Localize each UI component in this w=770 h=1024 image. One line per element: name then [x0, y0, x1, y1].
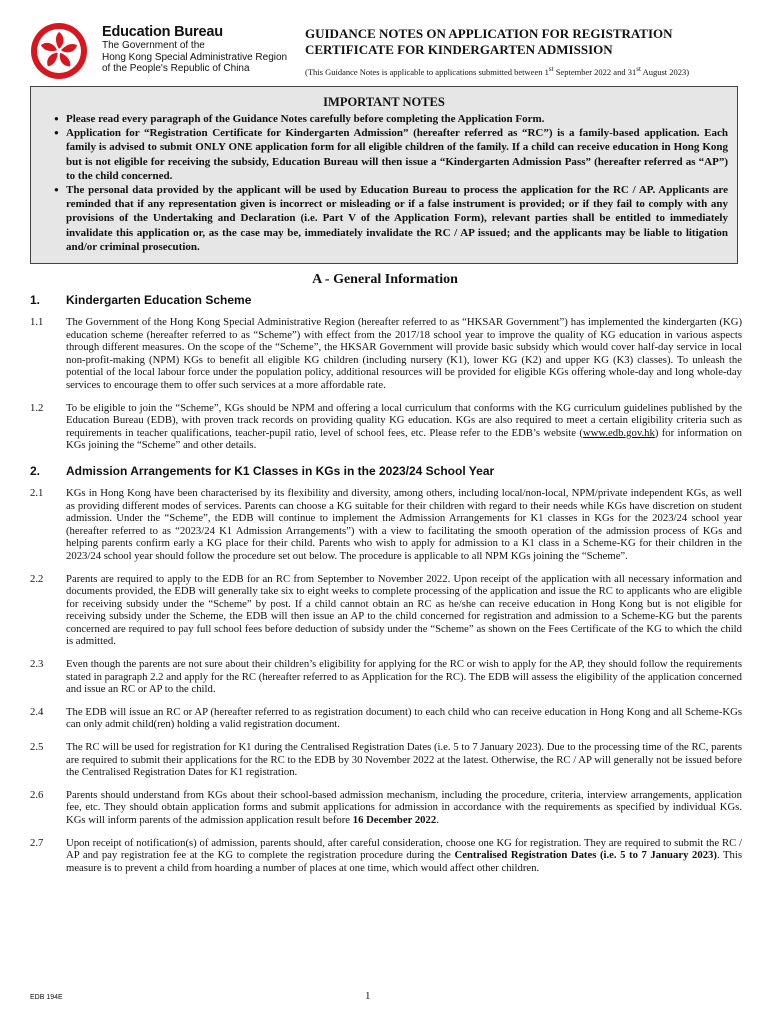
- org-name: Education Bureau: [102, 24, 223, 40]
- important-note-text: Please read every paragraph of the Guidance Notes carefully before completing the Application Form.: [66, 113, 545, 125]
- org-line-2: Hong Kong Special Administrative Region: [102, 51, 288, 63]
- important-notes-heading: IMPORTANT NOTES: [323, 95, 445, 109]
- paragraph-1-1: [30, 316, 742, 392]
- title-line-1: GUIDANCE NOTES ON APPLICATION FOR REGISTRATION: [305, 26, 673, 41]
- paragraph-2-5: [30, 741, 742, 779]
- bullet-icon: ●: [54, 114, 59, 123]
- paragraph-text: The RC will be used for registration for K1 during the Centralised Registration Dates (i.e. 5 to 7 January 2023). Due to the processing time of the RC, parents are required to submit their applications for the RC to the EDB by 30 November 2022 at the latest. Otherwise, the RC / AP will generally not be issued before the Centralised Registration Dates for K1 registration.: [66, 741, 742, 779]
- paragraph-text: [66, 789, 742, 827]
- paragraph-text: [66, 837, 742, 875]
- paragraph-number: 2.6: [30, 788, 44, 801]
- paragraph-text-part: .: [436, 814, 439, 826]
- paragraph-2-2: [30, 573, 742, 649]
- title-line-2: CERTIFICATE FOR KINDERGARTEN ADMISSION: [305, 42, 613, 57]
- form-code: EDB 194E: [30, 994, 63, 1001]
- section-a-title: A - General Information: [312, 272, 458, 287]
- document-body: [30, 293, 742, 884]
- paragraph-text: KGs in Hong Kong have been characterised by its flexibility and diversity, among others, including local/non-local, NPM/private independent KGs, as well as providing different modes of services. Parents can choose a KG suitable for their children with regard to their needs while KGs have discretion on student admission. Under the “Scheme”, the EDB will continue to implement the Admission Arrangements for K1 classes in KGs for the 2023/24 school year (hereafter referred to as “2023/24 K1 Admission Arrangements”) with a view to facilitating the smooth operation of the admission process of KGs and helping parents confirm early a KG place for their child. Parents who wish to apply for admission to a K1 class in a Scheme-KG for their children in the 2023/24 school year should follow the procedure set out below. The procedure is applicable to all NPM KGs joining the “Scheme”.: [66, 486, 742, 562]
- subtitle-part-a: (This Guidance Notes is applicable to applications submitted between 1: [305, 66, 549, 77]
- important-note-text: Application for “Registration Certificate for Kindergarten Admission” (hereafter referred as “RC”) is a family-based application. Each family is advised to submit ONLY ONE application form for all eligible children of the family. If a child can receive education in Hong Kong but is not eligible for receiving the subsidy, Education Bureau will then issue a “Kindergarten Admission Pass” (hereafter referred as “AP”) to the child concerned.: [66, 127, 728, 182]
- important-notes-box: [30, 86, 738, 264]
- document-title: [305, 26, 755, 58]
- result-deadline-date: 16 December 2022: [352, 814, 437, 826]
- paragraph-number: 2.2: [30, 572, 44, 585]
- important-note: [40, 112, 728, 126]
- paragraph-text-part: Parents should understand from KGs about their school-based admission mechanism, including the procedure, criteria, interview arrangements, application fee, etc. They should obtain application forms and submit applications for admission in accordance with the requirements as specified by individual KGs. KGs will inform parents of the admission application result before: [66, 788, 742, 826]
- organization-block: [102, 24, 287, 75]
- paragraph-1-2: [30, 402, 742, 452]
- paragraph-number: 2.1: [30, 486, 44, 499]
- paragraph-number: 2.4: [30, 705, 44, 718]
- subtitle-part-c: August 2023): [640, 66, 690, 77]
- paragraph-text: Even though the parents are not sure about their children’s eligibility for applying for the RC or wish to apply for the AP, they should follow the requirements stated in paragraph 2.2 and apply for the RC (hereafter referred to as Application for the RC). The EDB will assess the eligibility of the application concerned and issue an RC or AP to the child.: [66, 658, 742, 696]
- section-2-heading: [30, 464, 742, 479]
- paragraph-number: 2.5: [30, 741, 44, 754]
- paragraph-number: 2.3: [30, 658, 44, 671]
- subtitle-sup-1: st: [548, 65, 554, 73]
- paragraph-text-part: . This measure is to prevent a child from hoarding a number of places at one time, which would affect other children.: [66, 849, 743, 874]
- paragraph-text-part: ) for information on KGs joining the “Scheme” and other details.: [66, 426, 742, 452]
- applicability-note: [305, 64, 755, 77]
- paragraph-number: 1.2: [30, 401, 44, 414]
- paragraph-text: [66, 402, 742, 452]
- edb-website-link[interactable]: www.edb.gov.hk: [582, 426, 655, 439]
- paragraph-text: The EDB will issue an RC or AP (hereafter referred to as registration document) to each child who can receive education in Hong Kong and all Scheme-KGs can only admit child(ren) holding a valid registration document.: [66, 705, 742, 731]
- page-number: 1: [365, 990, 371, 1002]
- paragraph-text-part: To be eligible to join the “Scheme”, KGs should be NPM and offering a local curriculum that conforms with the KG curriculum guidelines published by the Education Bureau (EDB), with proven track records on providing quality KG education. KGs are also required to meet a certain eligibility criteria such as requirements in teacher qualifications, teacher-pupil ratio, level of school fees, etc. Please refer to the EDB’s website (: [66, 401, 742, 439]
- paragraph-number: 1.1: [30, 316, 44, 328]
- paragraph-2-7: [30, 837, 742, 875]
- paragraph-text: The Government of the Hong Kong Special Administrative Region (hereafter referred to as “HKSAR Government”) has implemented the kindergarten (KG) education scheme (hereafter referred to as “Scheme”) with effect from the 2017/18 school year to improve the quality of KG education in various aspects through different measures. On the scope of the “Scheme”, the HKSAR Government will provide basic subsidy which would cover half-day service in local non-profit-making (NPM) KGs to benefit all eligible KG children (including nursery (K1), lower KG (K2) and upper KG (K3) classes). To unleash the potential of the local labour force under the population policy, additional resources will be provided for eligible KGs offering whole-day and long whole-day services to encourage them to offer such services at a more affordable rate.: [66, 316, 742, 391]
- paragraph-2-1: [30, 487, 742, 563]
- paragraph-2-4: [30, 706, 742, 731]
- subtitle-sup-2: st: [636, 65, 641, 73]
- section-number: 1.: [30, 293, 41, 307]
- important-note: [40, 183, 728, 254]
- paragraph-2-6: [30, 789, 742, 827]
- paragraph-text-part: Upon receipt of notification(s) of admission, parents should, after careful consideration, choose one KG for registration. They are required to submit the RC / AP and pay registration fee at the KG to complete the registration procedure during the: [66, 836, 742, 862]
- section-number: 2.: [30, 463, 41, 478]
- paragraph-2-3: [30, 658, 742, 696]
- section-heading-text: Kindergarten Education Scheme: [66, 293, 252, 307]
- important-note: [40, 126, 728, 183]
- org-line-3: of the People's Republic of China: [102, 63, 250, 74]
- bullet-icon: ●: [54, 185, 59, 195]
- important-note-text: The personal data provided by the applicant will be used by Education Bureau to process the application for the RC / AP. Applicants are reminded that if any representation given is incorrect or misleading or if a false instrument is provided; or if they fail to comply with any provisions of the Undertaking and Declaration (i.e. Part V of the Application Form), relevant parties shall be entitled to immediately invalidate this application or, as the case may be, immediately invalidate the RC / AP issued; and the applicants may be liable to litigation and/or criminal prosecution.: [66, 184, 728, 253]
- section-heading-text: Admission Arrangements for K1 Classes in KGs in the 2023/24 School Year: [66, 463, 495, 478]
- org-line-1: The Government of the: [102, 40, 205, 51]
- subtitle-part-b: September 2022 and 31: [553, 66, 637, 77]
- bullet-icon: ●: [54, 128, 59, 138]
- paragraph-text: Parents are required to apply to the EDB for an RC from September to November 2022. Upon receipt of the application with all necessary information and documents provided, the EDB will generally take six to eight weeks to complete processing of the application and issue the RC to applicants who are eligible for receiving subsidy under the “Scheme” by post. If a child cannot obtain an RC as he/she can receive education in Hong Kong but is not eligible for receiving subsidy under the Scheme, the EDB will then issue an AP to the child concerned for registration and admission to a Scheme-KG but the parents concerned are required to pay full school fees before deduction of subsidy under the “Scheme” as shown on the Fees Certificate of the KG to which the child is admitted.: [66, 572, 742, 648]
- section-1-heading: [30, 293, 742, 308]
- paragraph-number: 2.7: [30, 836, 44, 849]
- registration-dates: Centralised Registration Dates (i.e. 5 to 7 January 2023): [454, 849, 717, 862]
- bauhinia-logo-icon: [30, 22, 88, 80]
